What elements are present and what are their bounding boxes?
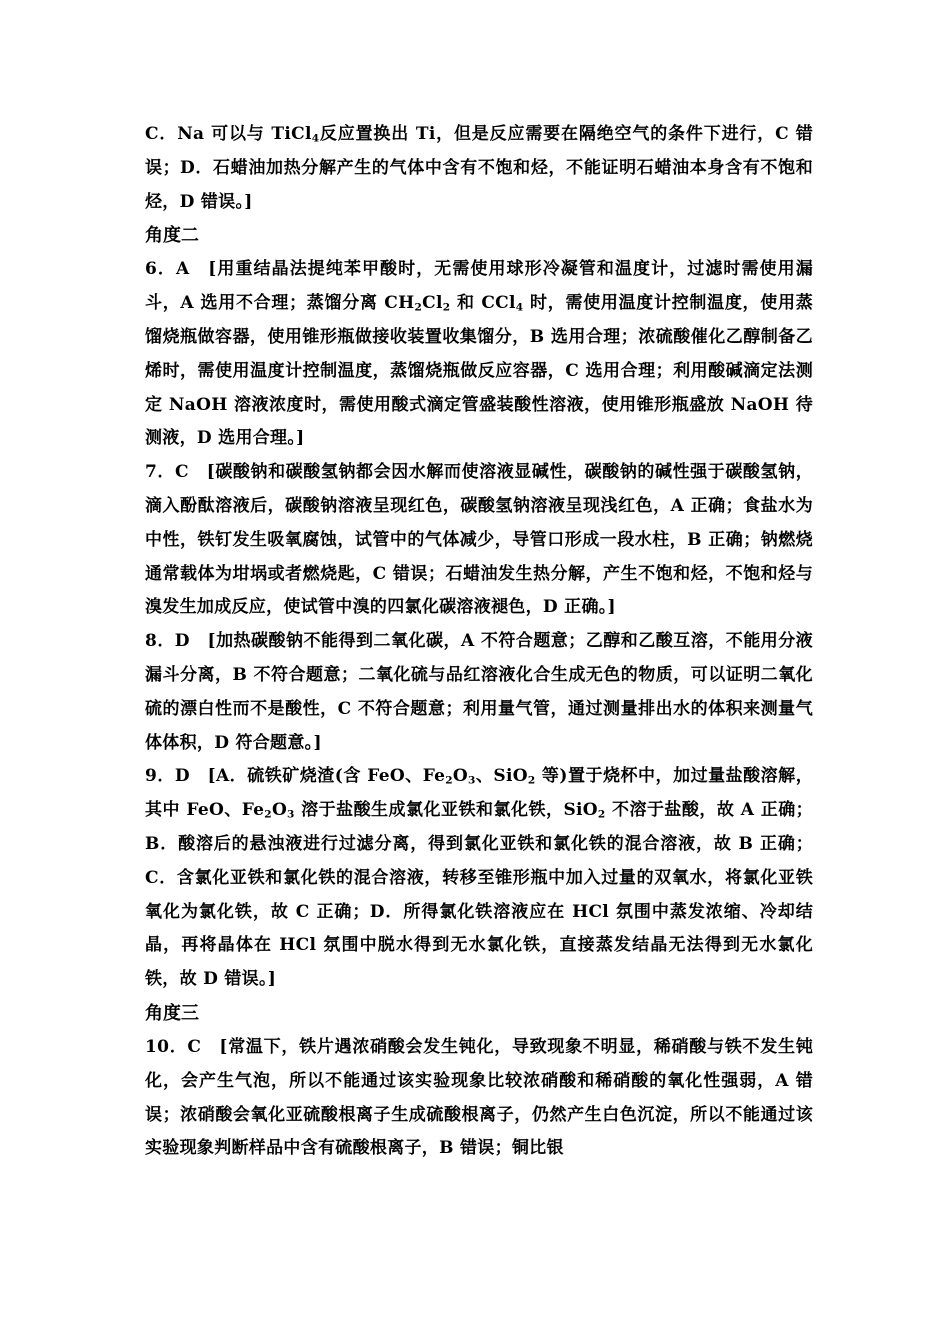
answer-8 bbox=[145, 625, 813, 760]
text-run: 9．D [A．硫铁矿烧渣(含 FeO、Fe bbox=[145, 766, 446, 787]
answer-10 bbox=[145, 1031, 813, 1166]
document-page bbox=[145, 118, 813, 1166]
section-heading-angle-2: 角度二 bbox=[145, 225, 199, 247]
subscript: 4 bbox=[515, 301, 524, 314]
answer-9 bbox=[145, 760, 813, 997]
para-prev-answer-cont bbox=[145, 118, 813, 219]
subscript: 2 bbox=[414, 301, 423, 314]
text-run: 10．C [常温下，铁片遇浓硝酸会发生钝化，导致现象不明显，稀硝酸与铁不发生钝化，会产生气泡，所以不能通过该实验现象比较浓硝酸和稀硝酸的氧化性强弱，A 错误；浓硝酸会氧化亚硫酸根离子生成硫酸根离子，仍然产生白色沉淀，所以不能通过该实验现象判断样品中含有硫酸根离子，B 错误；铜比银 bbox=[145, 1036, 813, 1159]
text-run: 和 CCl bbox=[450, 293, 516, 314]
text-run: Cl bbox=[422, 293, 443, 314]
text-run: 、SiO bbox=[475, 766, 528, 787]
answer-6 bbox=[145, 253, 813, 456]
text-run: O bbox=[452, 766, 468, 787]
subscript: 2 bbox=[597, 808, 606, 821]
subscript: 3 bbox=[287, 808, 295, 821]
text-run: O bbox=[271, 800, 288, 821]
text-run: 8．D [加热碳酸钠不能得到二氧化碳，A 不符合题意；乙醇和乙酸互溶，不能用分液漏斗分离，B 不符合题意；二氧化硫与品红溶液化合生成无色的物质，可以证明二氧化硫的漂白性而不是酸性，C 不符合题意；利用量气管，通过测量排出水的体积来测量气体体积，D 符合题意。] bbox=[145, 631, 813, 753]
text-run: 7．C [碳酸钠和碳酸氢钠都会因水解而使溶液显碱性，碳酸钠的碱性强于碳酸氢钠，滴入酚酞溶液后，碳酸钠溶液呈现红色，碳酸氢钠溶液呈现浅红色，A 正确；食盐水为中性，铁钉发生吸氧腐蚀，试管中的气体减少，导管口形成一段水柱，B 正确；钠燃烧通常载体为坩埚或者燃烧匙，C 错误；石蜡油发生热分解，产生不饱和烃，不饱和烃与溴发生加成反应，使试管中溴的四氯化碳溶液褪色，D 正确。] bbox=[145, 462, 813, 618]
text-run: 时，需使用温度计控制温度，使用蒸馏烧瓶做容器，使用锥形瓶做接收装置收集馏分，B 选用合理；浓硫酸催化乙醇制备乙烯时，需使用温度计控制温度，蒸馏烧瓶做反应容器，C 选用合理；利用酸碱滴定法测定 NaOH 溶液浓度时，需使用酸式滴定管盛装酸性溶液，使用锥形瓶盛放 NaOH 待测液，D 选用合理。] bbox=[145, 293, 813, 449]
subscript: 3 bbox=[468, 774, 476, 787]
text-run: 等)置于烧杯中，加过量盐酸溶解，其中 FeO、Fe bbox=[145, 766, 813, 821]
section-heading-angle-3: 角度三 bbox=[145, 1002, 199, 1024]
text-run: 不溶于盐酸，故 A 正确；B．酸溶后的悬浊液进行过滤分离，得到氯化亚铁和氯化铁的混合溶液，故 B 正确；C．含氯化亚铁和氯化铁的混合溶液，转移至锥形瓶中加入过量的双氧水，将氯化亚铁氧化为氯化铁，故 C 正确；D．所得氯化铁溶液应在 HCl 氛围中蒸发浓缩、冷却结晶，再将晶体在 HCl 氛围中脱水得到无水氯化铁，直接蒸发结晶无法得到无水氯化铁，故 D 错误。] bbox=[145, 800, 813, 990]
subscript: 2 bbox=[445, 774, 453, 787]
text-run: 反应置换出 Ti，但是反应需要在隔绝空气的条件下进行，C 错误；D．石蜡油加热分解产生的气体中含有不饱和烃，不能证明石蜡油本身含有不饱和烃，D 错误。] bbox=[145, 124, 813, 212]
text-run: C．Na 可以与 TiCl bbox=[145, 124, 312, 144]
text-run: 6．A [用重结晶法提纯苯甲酸时，无需使用球形冷凝管和温度计，过滤时需使用漏斗，A 选用不合理；蒸馏分离 CH bbox=[145, 259, 813, 314]
text-run: 溶于盐酸生成氯化亚铁和氯化铁，SiO bbox=[294, 800, 598, 821]
subscript: 2 bbox=[527, 774, 536, 787]
subscript: 2 bbox=[264, 808, 272, 821]
subscript: 2 bbox=[442, 301, 451, 314]
answer-7 bbox=[145, 456, 813, 625]
subscript: 4 bbox=[311, 132, 320, 145]
